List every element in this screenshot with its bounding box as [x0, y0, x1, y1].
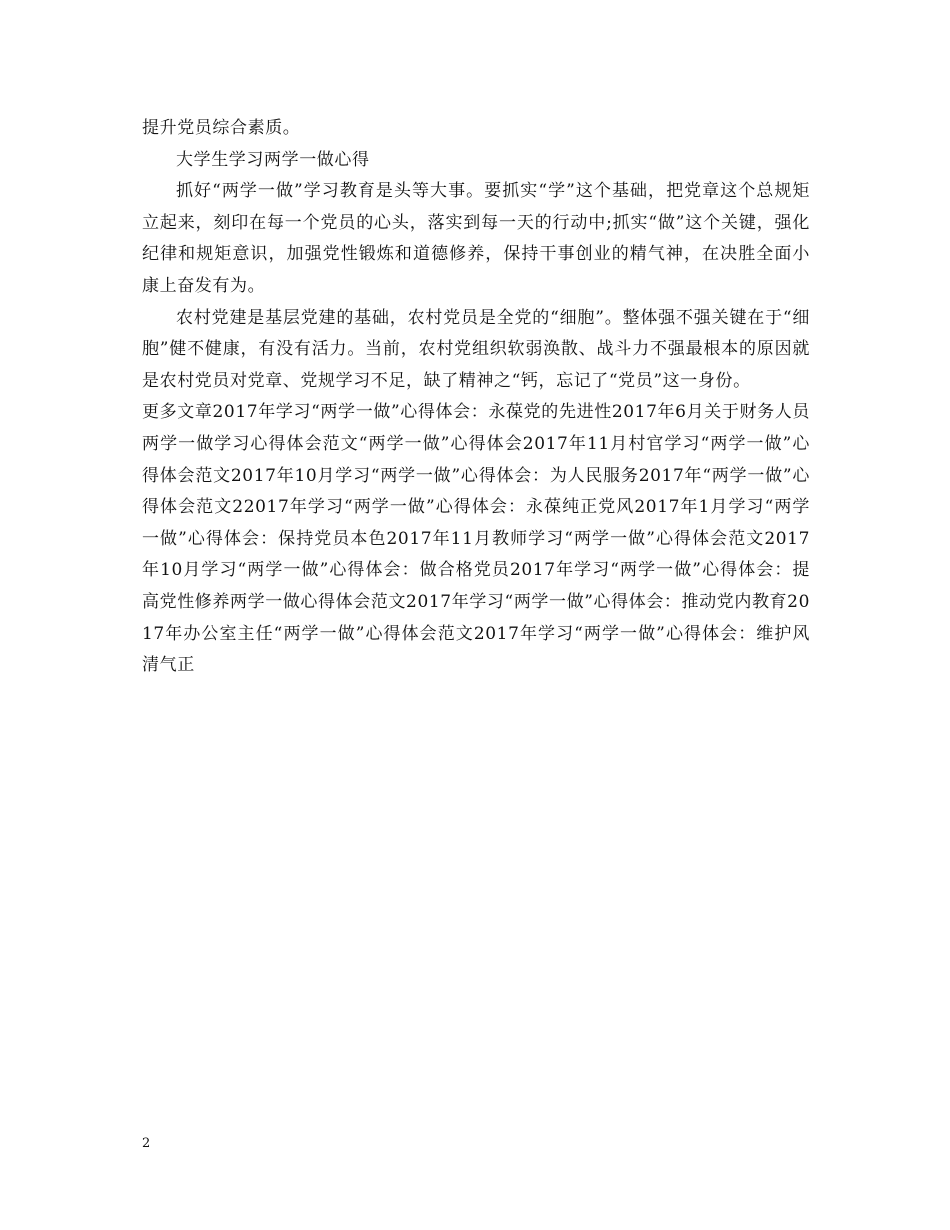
more-articles-list: 更多文章2017年学习“两学一做”心得体会：永葆党的先进性2017年6月关于财务人员两学一做学习心得体会范文“两学一做”心得体会2017年11月村官学习“两学一做”心得体会范文2017年10月学习“两学一做”心得体会：为人民服务2017年“两学一做”心得体会范文22017年学习“两学一做”心得体会：永葆纯正党风2017年1月学习“两学一做”心得体会：保持党员本色2017年11月教师学习“两学一做”心得体会范文2017年10月学习“两学一做”心得体会：做合格党员2017年学习“两学一做”心得体会：提高党性修养两学一做心得体会范文2017年学习“两学一做”心得体会：推动党内教育2017年办公室主任“两学一做”心得体会范文2017年学习“两学一做”心得体会：维护风清气正: [142, 402, 810, 676]
article-title: 大学生学习两学一做心得: [176, 149, 370, 170]
paragraph-learning-education: 抓好“两学一做”学习教育是头等大事。要抓实“学”这个基础，把党章这个总规矩立起来，刻印在每一个党员的心头，落实到每一天的行动中;抓实“做”这个关键，强化纪律和规矩意识，加强党性锻炼和道德修养，保持干事创业的精气神，在决胜全面小康上奋发有为。: [142, 181, 810, 296]
paragraph-conclusion: 提升党员综合素质。: [142, 118, 301, 138]
page-number: 2: [142, 1136, 151, 1151]
paragraph-rural-party-building: 农村党建是基层党建的基础，农村党员是全党的“细胞”。整体强不强关键在于“细胞”健不健康，有没有活力。当前，农村党组织软弱涣散、战斗力不强最根本的原因就是农村党员对党章、党规学习不足，缺了精神之“钙，忘记了“党员”这一身份。: [142, 307, 810, 391]
document-body: [142, 113, 810, 682]
